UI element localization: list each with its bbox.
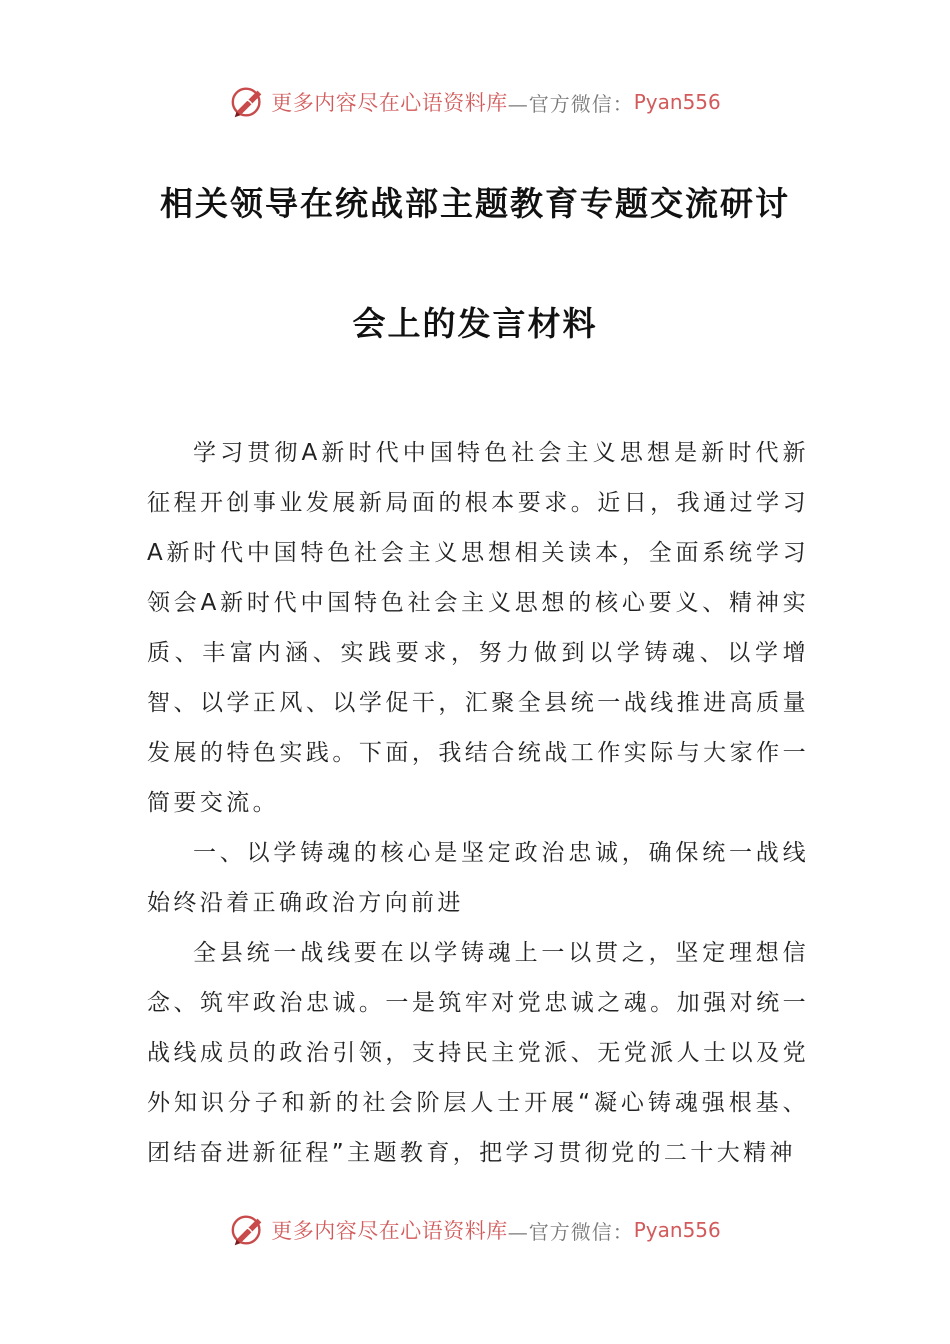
document-body (147, 428, 809, 1178)
document-title-line-1: 相关领导在统战部主题教育专题交流研讨 (160, 184, 790, 223)
document-title-line-2: 会上的发言材料 (352, 304, 598, 343)
pen-logo-icon (229, 83, 267, 121)
pen-logo-icon (229, 1211, 267, 1249)
watermark-header (0, 82, 950, 122)
watermark-sub-text: —官方微信： (507, 91, 634, 116)
watermark-sub-text: —官方微信： (507, 1219, 634, 1244)
watermark-wechat-id: Pyan556 (633, 90, 721, 114)
paragraph-section-body: 全县统一战线要在以学铸魂上一以贯之，坚定理想信念、筑牢政治忠诚。一是筑牢对党忠诚之魂。加强对统一战线成员的政治引领，支持民主党派、无党派人士以及党外知识分子和新的社会阶层人士开展“凝心铸魂强根基、团结奋进新征程”主题教育，把学习贯彻党的二十大精神 (147, 940, 809, 1166)
watermark-wechat-id: Pyan556 (633, 1218, 721, 1242)
watermark-main-text: 更多内容尽在心语资料库 (271, 1219, 508, 1243)
watermark-footer (0, 1210, 950, 1250)
paragraph-intro: 学习贯彻A新时代中国特色社会主义思想是新时代新征程开创事业发展新局面的根本要求。近日，我通过学习A新时代中国特色社会主义思想相关读本，全面系统学习领会A新时代中国特色社会主义思想的核心要义、精神实质、丰富内涵、实践要求，努力做到以学铸魂、以学增智、以学正风、以学促干，汇聚全县统一战线推进高质量发展的特色实践。下面，我结合统战工作实际与大家作一简要交流。 (147, 440, 809, 816)
paragraph-section-heading: 一、以学铸魂的核心是坚定政治忠诚，确保统一战线始终沿着正确政治方向前进 (147, 840, 809, 916)
watermark-main-text: 更多内容尽在心语资料库 (271, 91, 508, 115)
